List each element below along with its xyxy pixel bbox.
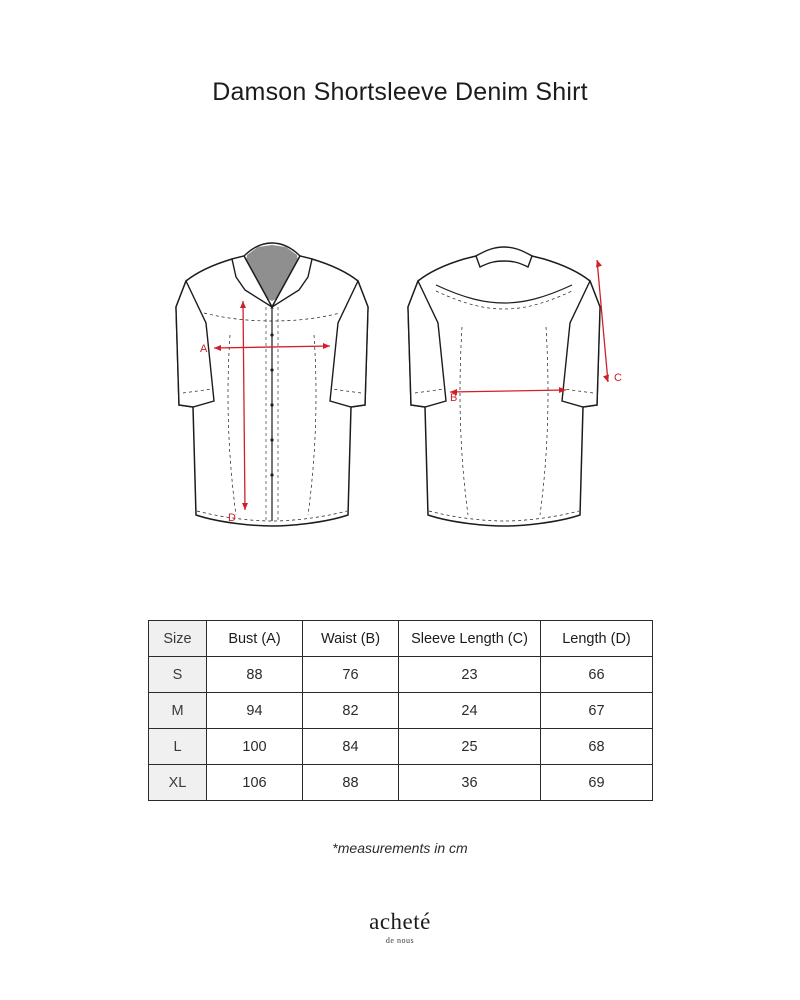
table-header-row	[149, 621, 653, 657]
cell-size: XL	[149, 765, 207, 801]
cell-bust: 94	[207, 693, 303, 729]
measure-label-b: B	[450, 392, 458, 404]
cell-length: 68	[541, 729, 653, 765]
cell-bust: 106	[207, 765, 303, 801]
cell-sleeve-length: 23	[399, 657, 541, 693]
cell-length: 66	[541, 657, 653, 693]
brand-tagline: de nous	[385, 936, 415, 945]
garment-illustration	[0, 215, 800, 545]
measure-label-d: D	[228, 512, 236, 524]
cell-bust: 100	[207, 729, 303, 765]
cell-waist: 88	[303, 765, 399, 801]
shirt-front-technical-drawing	[176, 243, 368, 526]
measurement-unit-note: *measurements in cm	[332, 840, 468, 856]
size-table	[148, 620, 653, 801]
brand-name: acheté	[369, 909, 431, 934]
cell-size: M	[149, 693, 207, 729]
cell-size: S	[149, 657, 207, 693]
column-header-length: Length (D)	[541, 621, 653, 657]
cell-sleeve-length: 25	[399, 729, 541, 765]
cell-waist: 76	[303, 657, 399, 693]
column-header-sleeve-length: Sleeve Length (C)	[399, 621, 541, 657]
cell-waist: 82	[303, 693, 399, 729]
cell-length: 69	[541, 765, 653, 801]
cell-length: 67	[541, 693, 653, 729]
column-header-size: Size	[149, 621, 207, 657]
cell-waist: 84	[303, 729, 399, 765]
table-row	[149, 657, 653, 693]
table-row	[149, 729, 653, 765]
cell-size: L	[149, 729, 207, 765]
brand-logo	[0, 910, 800, 945]
table-row	[149, 765, 653, 801]
size-table-container	[148, 620, 652, 801]
table-row	[149, 693, 653, 729]
measure-label-a: A	[200, 343, 208, 355]
shirt-back-technical-drawing	[408, 247, 600, 526]
cell-sleeve-length: 24	[399, 693, 541, 729]
cell-bust: 88	[207, 657, 303, 693]
measure-label-c: C	[614, 372, 622, 384]
cell-sleeve-length: 36	[399, 765, 541, 801]
column-header-waist: Waist (B)	[303, 621, 399, 657]
page-title: Damson Shortsleeve Denim Shirt	[212, 78, 588, 106]
column-header-bust: Bust (A)	[207, 621, 303, 657]
